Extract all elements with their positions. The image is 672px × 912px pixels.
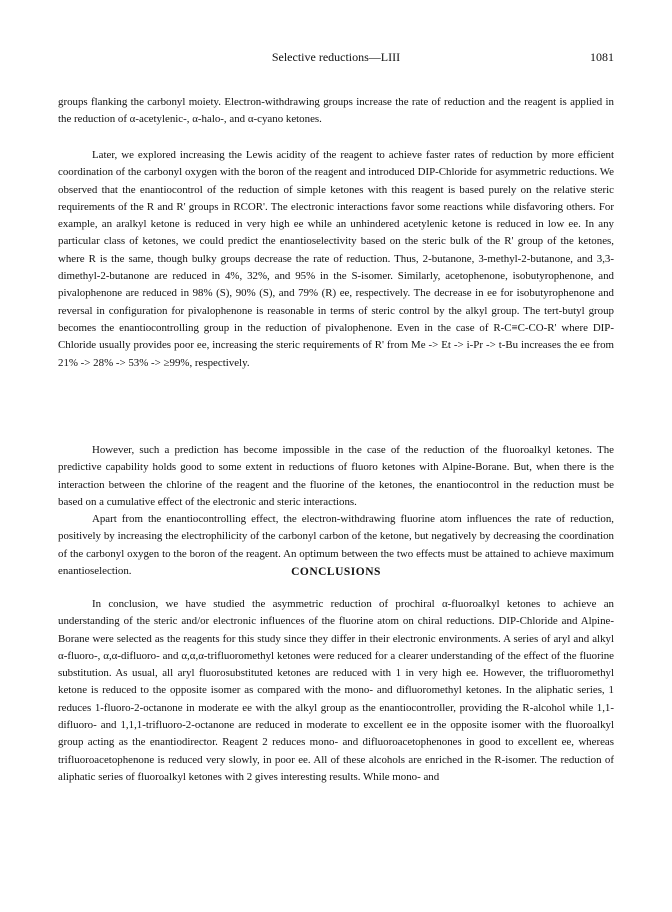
paragraph-electron-withdrawing: groups flanking the carbonyl moiety. Electron-withdrawing groups increase the rate of reduction and the reagent is applied in the reduction of α-acetylenic-, α-halo-, and α-cyano ketones. — [58, 96, 614, 126]
journal-page — [58, 0, 614, 912]
running-title: Selective reductions—LIII — [271, 50, 401, 64]
conclusions-paragraph: In conclusion, we have studied the asymmetric reduction of prochiral α-fluoroalkyl ketones to achieve an understanding of the steric and/or electronic influences of the fluorine atom on chiral reductions. DIP-Chloride and Alpine-Borane were selected as the reagents for this study since they differ in their electronic environments. A series of aryl and alkyl α-fluoro-, α,α-difluoro- and α,α,α-trifluoromethyl ketones were reduced for a clearer understanding of the effect of the fluorine substitution. As usual, all aryl fluorosubstituted ketones are reduced with 1 in very high ee. However, the trifluoromethyl ketone is reduced to the opposite isomer as compared with the mono- and difluoromethyl ketones. In the aliphatic series, 1 reduces 1-fluoro-2-octanone in moderate ee with the alkyl group as the enantiocontroller, providing the R-alcohol while 1,1-difluoro- and 1,1,1-trifluoro-2-octanone are reduced in moderate to excellent ee in the opposite isomer with the fluoroalkyl group acting as the enantiodirector. Reagent 2 reduces mono- and difluoroacetophenones in good to excellent ee, whereas trifluoroacetophenone is reduced very slowly, in poor ee. All of these alcohols are enriched in the R-isomer. The reduction of aliphatic series of fluoroalkyl ketones with 2 gives interesting results. While mono- and — [58, 598, 614, 783]
running-head — [58, 50, 614, 66]
paragraph-dip-chloride-steric-control: Later, we explored increasing the Lewis acidity of the reagent to achieve faster rates of reduction by more efficient coordination of the carbonyl oxygen with the boron of the reagent and introduced DIP-Chloride for asymmetric reductions. We observed that the enantiocontrol of the reduction of simple ketones with this reagent is based purely on the relative steric requirements of the R and R' groups in RCOR'. The electronic interactions favor some reactions while disfavoring others. For example, an aralkyl ketone is reduced in very high ee while an unhindered acetylenic ketone is reduced in low ee. In any particular class of ketones, we could predict the enantioselectivity based on the steric bulk of the R' group of the ketones, where R is the same, though bulky groups decrease the rate of reduction. Thus, 2-butanone, 3-methyl-2-butanone, and 3,3-dimethyl-2-butanone are reduced in 4%, 32%, and 95% in the S-isomer. Similarly, acetophenone, isobutyrophenone, and pivalophenone are reduced in 98% (S), 90% (S), and 79% (R) ee, respectively. The decrease in ee for isobutyrophenone and reversal in configuration for pivalophenone is reasonable in terms of steric control by the alkyl group. The tert-butyl group becomes the enantiocontrolling group in the reduction of pivalophenone. Even in the case of R-C≡C-CO-R' where DIP-Chloride usually provides poor ee, increasing the steric requirements of R' from Me -> Et -> i-Pr -> t-Bu increases the ee from 21% -> 28% -> 53% -> ≥99%, respectively. — [58, 149, 614, 369]
page-number: 1081 — [590, 50, 614, 64]
conclusions-heading: CONCLUSIONS — [291, 566, 381, 578]
paragraph-fluorine-rate-effect: Apart from the enantiocontrolling effect, the electron-withdrawing fluorine atom influences the rate of reduction, positively by increasing the electrophilicity of the carbonyl carbon of the ketone, but negatively by decreasing the coordination of the carbonyl oxygen to the boron of the reagent. An optimum between the two effects must be attained to achieve maximum enantioselection. — [58, 513, 614, 577]
paragraph-fluoroalkyl-prediction: However, such a prediction has become impossible in the case of the reduction of the fluoroalkyl ketones. The predictive capability holds good to some extent in reductions of fluoro ketones with Alpine-Borane. But, when there is the interaction between the chlorine of the reagent and the fluorine of the ketones, the enantiocontrol in the reduction must be based on a cumulative effect of the electronic and steric interactions. — [58, 444, 614, 508]
